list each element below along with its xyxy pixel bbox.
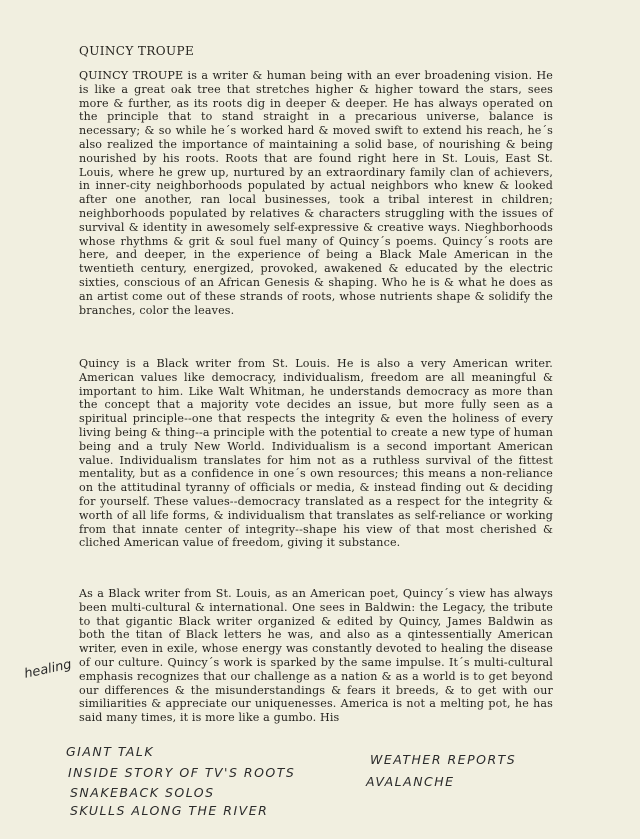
handwritten-title: INSIDE STORY OF TV'S ROOTS [68, 765, 296, 780]
handwritten-title: SKULLS ALONG THE RIVER [70, 803, 269, 818]
handwritten-title: AVALANCHE [366, 774, 455, 789]
handwritten-title: GIANT TALK [66, 744, 155, 759]
body-paragraph-2: Quincy is a Black writer from St. Louis. He is also a very American writer. American values like democracy, individualism, freedom are all meaningful & important to him. Like Walt Whitman, he understands democracy as more than the concept that a majority vote decides an issue, but more fully seen as a spiritual principle--one that respects the integrity & even the holiness of every living being & thing--a principle with the potential to create a new type of human being and a truly New World. Individualism is a second important American value. Individualism translates for him not as a ruthless survival of the fittest mentality, but as a confidence in one´s own resources; this means a non-reliance on the attitudinal tyranny of officials or media, & instead finding out & deciding for yourself. These values--democracy translated as a respect for the integrity & worth of all life forms, & individualism that translates as self-reliance or working from that innate center of integrity--shape his view of that most cherished & cliched American value of freedom, giving it substance. [79, 357, 553, 550]
body-paragraph-3: As a Black writer from St. Louis, as an American poet, Quincy´s view has always been multi-cultural & international. One sees in Baldwin: the Legacy, the tribute to that gigantic Black writer organized & edited by Quincy, James Baldwin as both the titan of Black letters he was, and also as a qintessentially American writer, even in exile, whose energy was constantly devoted to healing the disease of our culture. Quincy´s work is sparked by the same impulse. It´s multi-cultural emphasis recognizes that our challenge as a nation & as a world is to get beyond our differences & the misunderstandings & fears it breeds, & to get with our similiarities & appreciate our uniquenesses. America is not a melting pot, he has said many times, it is more like a gumbo. His [79, 587, 553, 725]
document-heading: QUINCY TROUPE [79, 44, 195, 58]
handwritten-margin-correction: healing [22, 657, 73, 682]
body-paragraph-1: QUINCY TROUPE is a writer & human being with an ever broadening vision. He is like a great oak tree that stretches higher & higher toward the stars, sees more & further, as its roots dig in deeper & deeper. He has always operated on the principle that to stand straight in a precarious universe, balance is necessary; & so while he´s worked hard & moved swift to extend his reach, he´s also realized the importance of maintaining a solid base, of nourishing & being nourished by his roots. Roots that are found right here in St. Louis, East St. Louis, where he grew up, nurtured by an extraordinary family clan of achievers, in inner-city neighborhoods populated by actual neighbors who knew & looked after one another, ran local businesses, took a tribal interest in children; neighborhoods populated by relatives & characters struggling with the issues of survival & identity in awesomely self-expressive & creative ways. Nieghborhoods whose rhythms & grit & soul fuel many of Quincy´s poems. Quincy´s roots are here, and deeper, in the experience of being a Black Male American in the twentieth century, energized, provoked, awakened & educated by the electric sixties, conscious of an African Genesis & shaping. Who he is & what he does as an artist come out of these strands of roots, whose nutrients shape & solidify the branches, color the leaves. [79, 69, 553, 317]
handwritten-title: WEATHER REPORTS [370, 752, 517, 767]
handwritten-title: SNAKEBACK SOLOS [70, 785, 215, 800]
